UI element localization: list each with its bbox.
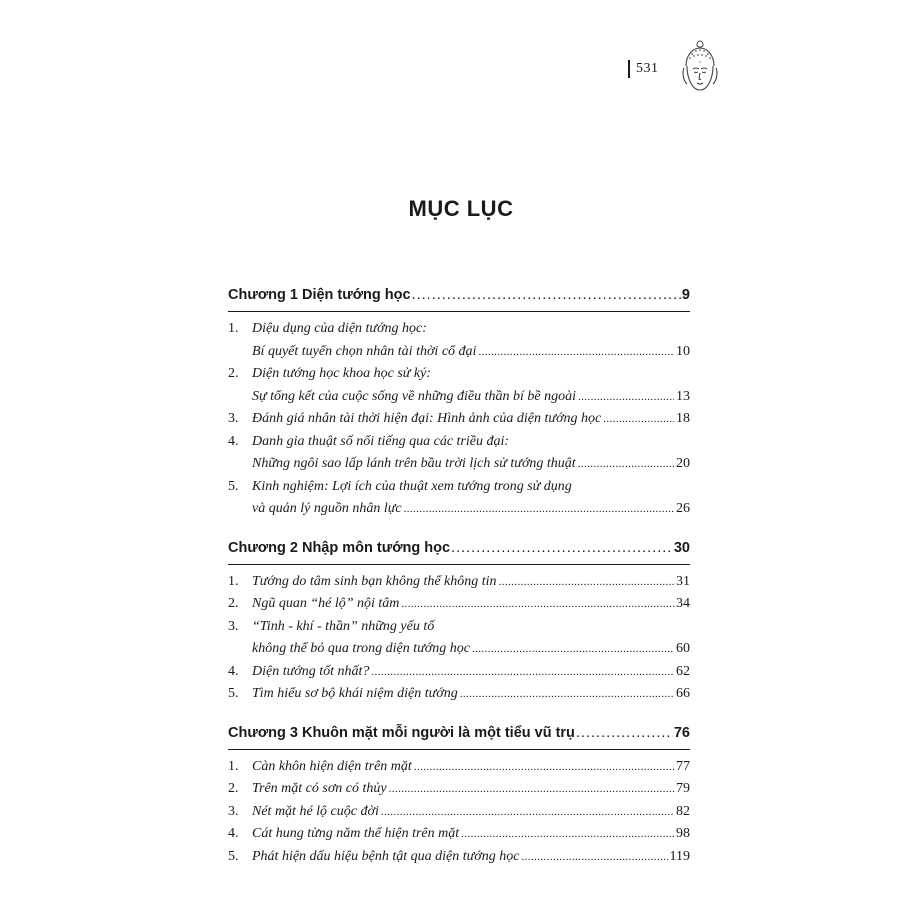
entry-title: Trên mặt có sơn có thủy xyxy=(252,781,387,796)
entry-title: Danh gia thuật số nổi tiếng qua các triều đại: xyxy=(252,433,510,449)
entry-title: không thể bỏ qua trong diện tướng học xyxy=(252,641,470,656)
entry-number: 5. xyxy=(228,686,239,701)
page-number: 531 xyxy=(628,60,659,78)
entry-title: Bí quyết tuyển chọn nhân tài thời cổ đại xyxy=(252,343,477,359)
buddha-head-icon xyxy=(676,38,724,98)
entry-title: Diệu dụng của diện tướng học: xyxy=(252,321,427,336)
dot-leader xyxy=(389,778,674,801)
entry-number: 2. xyxy=(228,781,239,796)
page-title: MỤC LỤC xyxy=(408,196,514,221)
chapter-title: Chương 1 Diện tướng học xyxy=(228,287,411,303)
entry-page-number: 98 xyxy=(676,826,690,841)
toc-entry xyxy=(228,683,690,706)
entry-number: 1. xyxy=(228,573,239,589)
entry-number: 3. xyxy=(228,803,239,819)
entry-number: 4. xyxy=(228,433,239,449)
entry-number: 2. xyxy=(228,366,239,381)
chapter-title: Chương 3 Khuôn mặt mỗi người là một tiểu vũ trụ xyxy=(228,724,575,741)
toc-entry xyxy=(228,408,690,431)
entry-number: 3. xyxy=(228,411,239,426)
chapter-page-number: 9 xyxy=(681,287,690,303)
chapter-page-number: 76 xyxy=(673,724,690,741)
dot-leader xyxy=(472,638,674,661)
toc-entry xyxy=(228,846,690,869)
entry-page-number: 10 xyxy=(676,343,690,359)
dot-leader xyxy=(451,537,673,559)
entry-page-number: 82 xyxy=(676,803,690,819)
dot-leader xyxy=(521,846,667,869)
dot-leader xyxy=(478,341,674,364)
entry-title: Càn khôn hiện diện trên mặt xyxy=(252,758,412,774)
entry-number: 2. xyxy=(228,596,239,611)
dot-leader xyxy=(603,408,674,431)
chapter-heading xyxy=(228,722,690,750)
chapter-title: Chương 2 Nhập môn tướng học xyxy=(228,539,451,556)
toc-entry xyxy=(228,756,690,779)
entry-title: Đánh giá nhân tài thời hiện đại: Hình ảnh của diện tướng học xyxy=(252,411,602,426)
toc-entry xyxy=(228,823,690,846)
entry-title: Tìm hiểu sơ bộ khái niệm diện tướng xyxy=(252,686,458,701)
entry-title: “Tinh - khí - thần” những yếu tố xyxy=(252,618,435,634)
dot-leader xyxy=(401,593,674,616)
entry-title: Những ngôi sao lấp lánh trên bầu trời lịch sử tướng thuật xyxy=(252,456,576,471)
toc-chapter xyxy=(228,722,690,869)
table-of-contents xyxy=(228,284,690,868)
dot-leader xyxy=(460,683,674,706)
entry-title: Nét mặt hé lộ cuộc đời xyxy=(252,803,379,819)
toc-entry xyxy=(228,778,690,801)
entry-number: 3. xyxy=(228,618,239,634)
chapter-heading xyxy=(228,284,690,312)
entry-page-number: 119 xyxy=(669,848,690,864)
entry-page-number: 13 xyxy=(676,388,690,404)
dot-leader xyxy=(414,756,674,779)
entry-number: 5. xyxy=(228,478,239,494)
toc-entry xyxy=(228,616,690,661)
entry-title: Cát hung từng năm thể hiện trên mặt xyxy=(252,826,460,841)
entry-number: 5. xyxy=(228,848,239,864)
entry-page-number: 26 xyxy=(676,501,690,516)
dot-leader xyxy=(404,498,674,521)
entry-title: Phát hiện dấu hiệu bệnh tật qua diện tướng học xyxy=(252,848,520,864)
dot-leader xyxy=(371,661,674,684)
entry-title: Tướng do tâm sinh bạn không thể không tin xyxy=(252,573,497,589)
toc-entry xyxy=(228,431,690,476)
entry-title: Ngũ quan “hé lộ” nội tâm xyxy=(252,596,400,611)
toc-entry xyxy=(228,593,690,616)
dot-leader xyxy=(578,453,674,476)
toc-entry xyxy=(228,661,690,684)
entry-page-number: 60 xyxy=(676,641,690,656)
dot-leader xyxy=(578,386,674,409)
entry-title: và quản lý nguồn nhân lực xyxy=(252,501,402,516)
toc-chapter xyxy=(228,537,690,706)
entry-number: 4. xyxy=(228,663,239,679)
entry-page-number: 31 xyxy=(676,573,690,589)
chapter-heading xyxy=(228,537,690,565)
chapter-page-number: 30 xyxy=(673,539,690,556)
entry-number: 1. xyxy=(228,321,239,336)
entry-number: 4. xyxy=(228,826,239,841)
toc-entry xyxy=(228,571,690,594)
entry-title: Diện tướng học khoa học sử ký: xyxy=(252,366,432,381)
entry-page-number: 66 xyxy=(676,686,690,701)
dot-leader xyxy=(499,571,674,594)
entry-page-number: 18 xyxy=(676,411,690,426)
entry-page-number: 77 xyxy=(676,758,690,774)
toc-chapter xyxy=(228,284,690,521)
toc-entry xyxy=(228,318,690,363)
dot-leader xyxy=(381,801,674,824)
toc-entry xyxy=(228,801,690,824)
entry-page-number: 79 xyxy=(676,781,690,796)
toc-entry xyxy=(228,476,690,521)
entry-title: Diện tướng tốt nhất? xyxy=(252,663,370,679)
entry-title: Sự tổng kết của cuộc sống về những điều thần bí bề ngoài xyxy=(252,388,576,404)
dot-leader xyxy=(461,823,674,846)
dot-leader xyxy=(576,722,673,744)
entry-number: 1. xyxy=(228,758,239,774)
entry-page-number: 62 xyxy=(676,663,690,679)
entry-title: Kinh nghiệm: Lợi ích của thuật xem tướng trong sử dụng xyxy=(252,478,572,494)
entry-page-number: 20 xyxy=(676,456,690,471)
toc-entry xyxy=(228,363,690,408)
entry-page-number: 34 xyxy=(676,596,690,611)
dot-leader xyxy=(412,284,681,306)
